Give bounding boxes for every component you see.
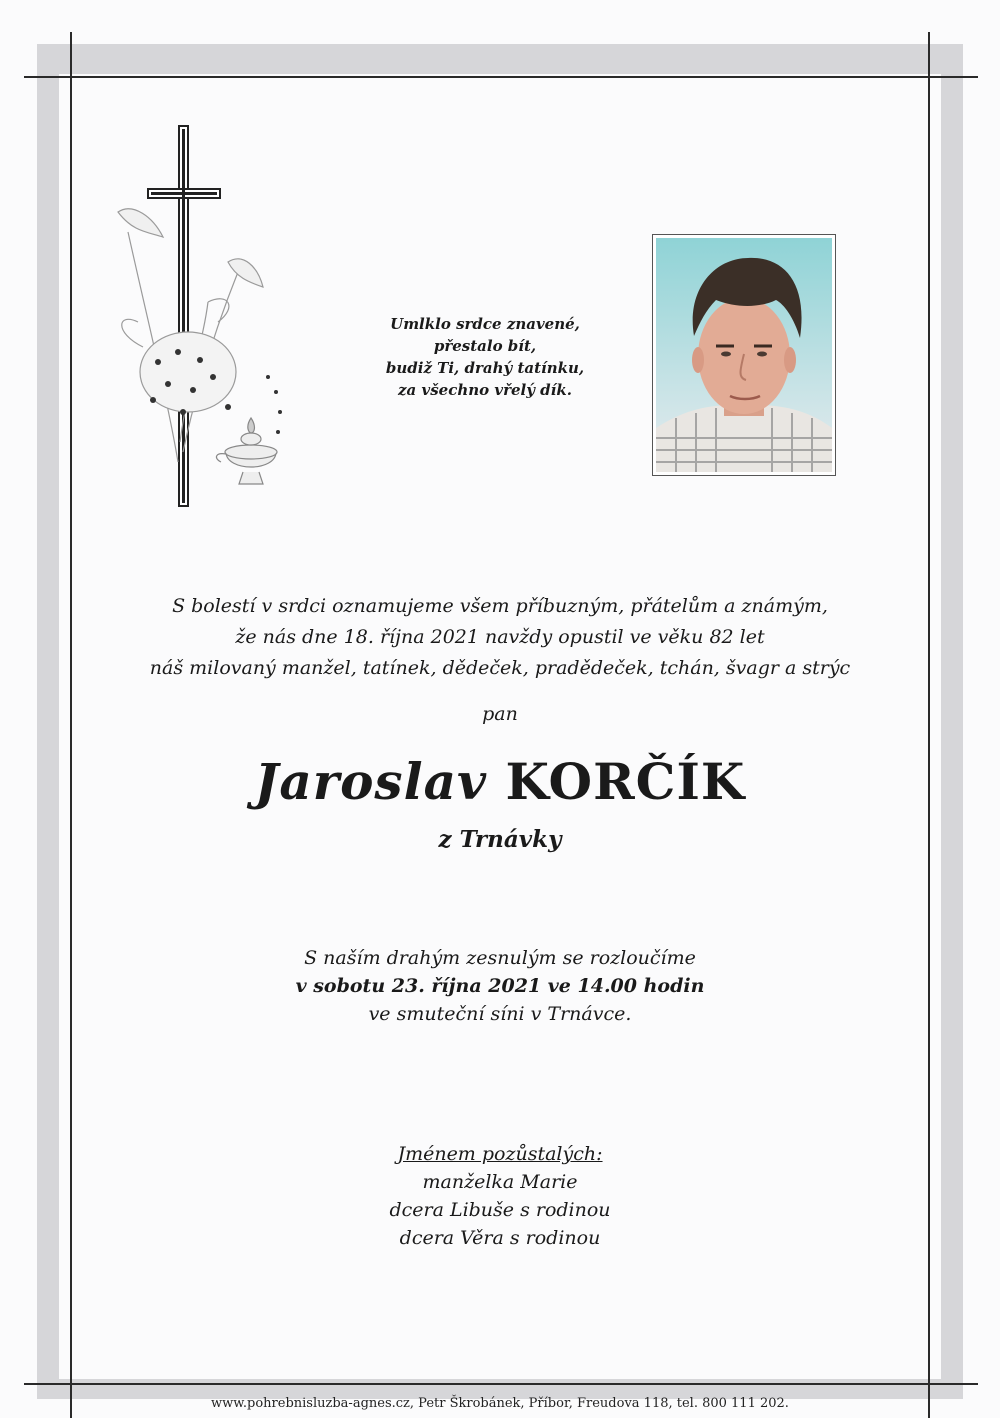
ceremony-datetime: v sobotu 23. října 2021 ve 14.00 hodin (295, 975, 705, 997)
family-heading: Jménem pozůstalých: (397, 1143, 603, 1165)
family-signature (0, 1140, 1000, 1252)
deceased-name (0, 752, 1000, 811)
deceased-origin: z Trnávky (438, 826, 562, 853)
family-member: dcera Věra s rodinou (399, 1227, 601, 1249)
announcement-text (0, 591, 1000, 684)
lily-bouquet-icon (118, 209, 263, 462)
salutation: pan (482, 703, 518, 725)
poem-line: přestalo bít, (433, 337, 537, 355)
frame-line-top (24, 76, 978, 78)
poem-line: za všechno vřelý dík. (398, 381, 572, 399)
family-member: manželka Marie (422, 1171, 578, 1193)
ceremony-intro: S naším drahým zesnulým se rozloučíme (304, 947, 696, 969)
ceremony-info (0, 944, 1000, 1028)
frame-band-top (37, 44, 963, 74)
announcement-line: že nás dne 18. října 2021 navždy opustil ve věku 82 let (235, 626, 765, 648)
cross-flowers-decoration (108, 122, 298, 512)
deceased-last-name: KORČÍK (505, 752, 746, 811)
portrait-photo (652, 234, 836, 476)
memorial-poem (380, 313, 590, 401)
deceased-first-name: Jaroslav (254, 752, 488, 811)
announcement-line: náš milovaný manžel, tatínek, dědeček, pradědeček, tchán, švagr a strýc (149, 657, 851, 679)
poem-line: budiž Ti, drahý tatínku, (385, 359, 585, 377)
announcement-line: S bolestí v srdci oznamujeme všem příbuzným, přátelům a známým, (172, 595, 828, 617)
frame-line-bottom (24, 1383, 978, 1385)
portrait-image (656, 238, 832, 472)
poem-line: Umlklo srdce znavené, (390, 315, 580, 333)
funeral-service-footer: www.pohrebnisluzba-agnes.cz, Petr Škrobánek, Příbor, Freudova 118, tel. 800 111 202. (211, 1396, 789, 1411)
oil-lamp-icon (216, 418, 277, 484)
family-member: dcera Libuše s rodinou (389, 1199, 611, 1221)
ceremony-place: ve smuteční síni v Trnávce. (368, 1003, 632, 1025)
